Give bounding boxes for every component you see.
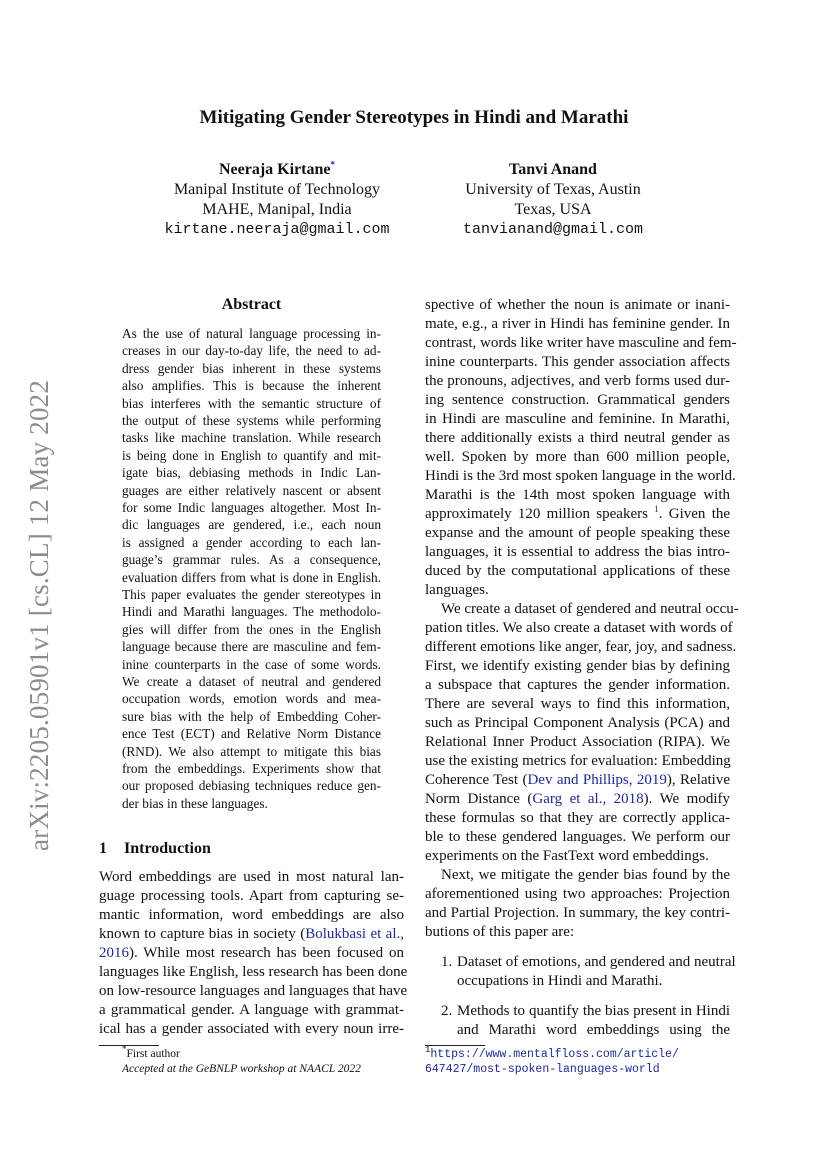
body-line: in Hindi are masculine and feminine. In Marathi, [425, 411, 730, 427]
footnote-url-continued[interactable]: 647427/most-spoken-languages-world [425, 1063, 660, 1076]
body-text-span: ). We modify [643, 791, 730, 807]
body-line: a subspace that captures the gender information. [425, 677, 730, 693]
abstract-line: the output of these systems while performing [122, 413, 381, 428]
body-line: Next, we mitigate the gender bias found by the [441, 867, 730, 883]
body-line: Hindi is the 3rd most spoken language in the world. [425, 468, 736, 484]
footnote-accepted: Accepted at the GeBNLP workshop at NAACL 2022 [122, 1063, 361, 1075]
abstract-line: This paper evaluates the gender stereotypes in [122, 587, 381, 602]
body-line: ing sentence construction. Grammatical genders [425, 392, 730, 408]
citation-link[interactable]: Bolukbasi et al., [305, 926, 404, 942]
body-line: First, we identify existing gender bias by defining [425, 658, 730, 674]
body-line: duced by the computational applications of these [425, 563, 730, 579]
abstract-line: occupation words, emotion words and mea- [122, 691, 381, 707]
abstract-line: bias interferes with the semantic structure of [122, 395, 381, 411]
body-line: on low-resource languages and languages that have [99, 983, 408, 999]
abstract-line: guages are either relatively nascent or absent [122, 482, 381, 498]
abstract-line: guage’s grammar rules. As a consequence, [122, 552, 381, 568]
abstract-line: also amplifies. This is because the inherent [122, 378, 381, 394]
body-line: 2016). While most research has been focused on [99, 945, 404, 961]
abstract-line: We create a dataset of neutral and gendered [122, 674, 381, 689]
body-line: well. Spoken by more than 600 million people, [425, 449, 730, 465]
body-line: experiments on the FastText word embeddings. [425, 848, 709, 864]
abstract-line: from the embeddings. Experiments show that [122, 761, 381, 776]
body-line: There are several ways to find this information, [425, 696, 730, 712]
abstract-line: language because there are masculine and fem- [122, 639, 381, 655]
author-name: Neeraja Kirtane [218, 161, 331, 178]
list-item-line: Dataset of emotions, and gendered and neutral [457, 954, 736, 970]
abstract-line: is assigned a gender according to each lan- [122, 534, 381, 550]
body-line: contrast, words like writer have masculine and fem- [425, 335, 737, 351]
body-line: mantic information, word embeddings are also [99, 907, 404, 923]
body-line: inine counterparts. This gender association affects [425, 354, 730, 370]
body-line: these formulas so that they are correctly applica- [425, 810, 730, 826]
body-line: use the existing metrics for evaluation: Embedding [425, 753, 731, 769]
body-line: guage processing tools. Apart from capturing se- [99, 888, 404, 904]
body-line: pation titles. We also create a dataset with words of [425, 620, 733, 636]
body-line: Norm Distance (Garg et al., 2018). We modify [425, 791, 730, 807]
body-line: different emotions like anger, fear, joy, and sadness. [425, 639, 737, 655]
body-line: spective of whether the noun is animate or inani- [425, 297, 730, 313]
body-line: expanse and the amount of people speaking these [425, 525, 730, 541]
abstract-line: (RND). We also attempt to mitigate this bias [122, 743, 381, 759]
citation-link[interactable]: 2016 [99, 945, 129, 961]
body-line: mate, e.g., a river in Hindi has feminine gender. In [425, 316, 730, 332]
author-name: Tanvi Anand [509, 161, 597, 178]
abstract-line: gies will differ from the ones in the English [122, 621, 381, 637]
author-block-1 [124, 160, 430, 240]
list-marker: 1. [441, 954, 453, 970]
body-text-span: . Given the [658, 506, 731, 522]
author-affiliation: University of Texas, Austin [465, 181, 641, 198]
body-line: languages like English, less research has been done [99, 964, 408, 980]
body-line: languages. [425, 582, 489, 598]
abstract-line: sure bias with the help of Embedding Coher- [122, 708, 381, 724]
body-line: ble to these gendered languages. We perform our [425, 829, 730, 845]
body-line: the pronouns, adjectives, and verb forms used dur- [425, 373, 730, 389]
abstract-line: inine counterparts in the case of some words. [122, 656, 381, 672]
author-affiliation: Manipal Institute of Technology [173, 181, 381, 198]
footnote-mark: 1 [425, 1045, 431, 1056]
section-number: 1 [99, 840, 107, 857]
list-item-line: Methods to quantify the bias present in Hindi [457, 1003, 730, 1019]
list-item-line: occupations in Hindi and Marathi. [457, 973, 663, 989]
section-heading [99, 840, 211, 858]
footnote-first-author [122, 1044, 180, 1060]
abstract-line: igate bias, debiasing methods in Indic Lan- [122, 465, 381, 481]
abstract-line: creases in our day-to-day life, the need to ad- [122, 343, 381, 359]
body-line [425, 506, 730, 523]
author-footnote-mark: * [330, 159, 335, 170]
footnote-rule [425, 1045, 485, 1046]
abstract-line: dic languages are gendered, i.e., each noun [122, 517, 381, 533]
author-block-2 [402, 160, 704, 240]
body-text-span: Coherence Test [425, 772, 519, 788]
body-line: languages, it is essential to address the bias intro- [425, 544, 730, 560]
body-line: aforementioned using two approaches: Projection [425, 886, 730, 902]
body-line: and Partial Projection. In summary, the key contri- [425, 905, 730, 921]
author-affiliation: Texas, USA [514, 201, 592, 218]
body-line: Coherence Test (Dev and Phillips, 2019), Relative [425, 772, 731, 788]
body-line: ical has a gender associated with every noun irre- [99, 1021, 404, 1037]
abstract-line: Hindi and Marathi languages. The methodolo- [122, 604, 381, 620]
footnote-url-text[interactable]: https://www.mentalfloss.com/article/ [430, 1048, 679, 1061]
author-email: kirtane.neeraja@gmail.com [164, 221, 390, 238]
arxiv-identifier: arXiv:2205.05901v1 [cs.CL] 12 May 2022 [24, 379, 54, 851]
list-marker: 2. [441, 1003, 453, 1019]
abstract-line: der bias in these languages. [122, 795, 268, 811]
body-line: a grammatical gender. A language with grammat- [99, 1002, 404, 1018]
abstract-line: for some Indic languages altogether. Most In- [122, 500, 381, 515]
body-line: We create a dataset of gendered and neutral occu- [441, 601, 739, 617]
body-line: Word embeddings are used in most natural lan- [99, 869, 404, 885]
section-title: Introduction [124, 840, 211, 857]
body-line: butions of this paper are: [425, 924, 575, 940]
body-line: Relational Inner Product Association (RIPA). We [425, 734, 730, 750]
footnote-url[interactable] [425, 1045, 679, 1061]
footnote-mark: * [122, 1044, 127, 1055]
body-text-span: ), Relative [666, 772, 731, 788]
abstract-line: our proposed debiasing techniques reduce gen- [122, 778, 381, 794]
body-line: such as Principal Component Analysis (PCA) and [425, 715, 730, 731]
footnote-mark[interactable]: 1 [654, 504, 659, 514]
abstract-line: is being done in English to quantify and mit- [122, 447, 381, 463]
list-item-line: and Marathi word embeddings using the [457, 1022, 730, 1038]
citation-link[interactable]: Garg et al., 2018 [532, 791, 644, 807]
body-line: Marathi is the 14th most spoken language with [425, 487, 730, 503]
paper-title: Mitigating Gender Stereotypes in Hindi and Marathi [199, 107, 629, 128]
citation-link[interactable]: Dev and Phillips, 2019 [527, 772, 667, 788]
abstract-line: dress gender bias inherent in these systems [122, 360, 381, 376]
body-line: known to capture bias in society (Bolukbasi et al., [99, 926, 404, 942]
abstract-heading: Abstract [221, 296, 282, 313]
footnote-rule [99, 1045, 159, 1046]
body-text-span: Norm Distance [425, 791, 520, 807]
abstract-line: ence Test (ECT) and Relative Norm Distance [122, 726, 381, 742]
author-email: tanvianand@gmail.com [462, 221, 644, 238]
footnote-text: First author [126, 1048, 180, 1060]
body-text-span: approximately 120 million speakers [425, 506, 648, 522]
body-line: there additionally exists a third neutral gender as [425, 430, 730, 446]
abstract-line: tasks like machine translation. While research [122, 430, 381, 446]
abstract-line: evaluation differs from what is done in English. [122, 569, 381, 585]
abstract-line: As the use of natural language processing in- [122, 326, 381, 341]
author-affiliation: MAHE, Manipal, India [202, 201, 352, 218]
